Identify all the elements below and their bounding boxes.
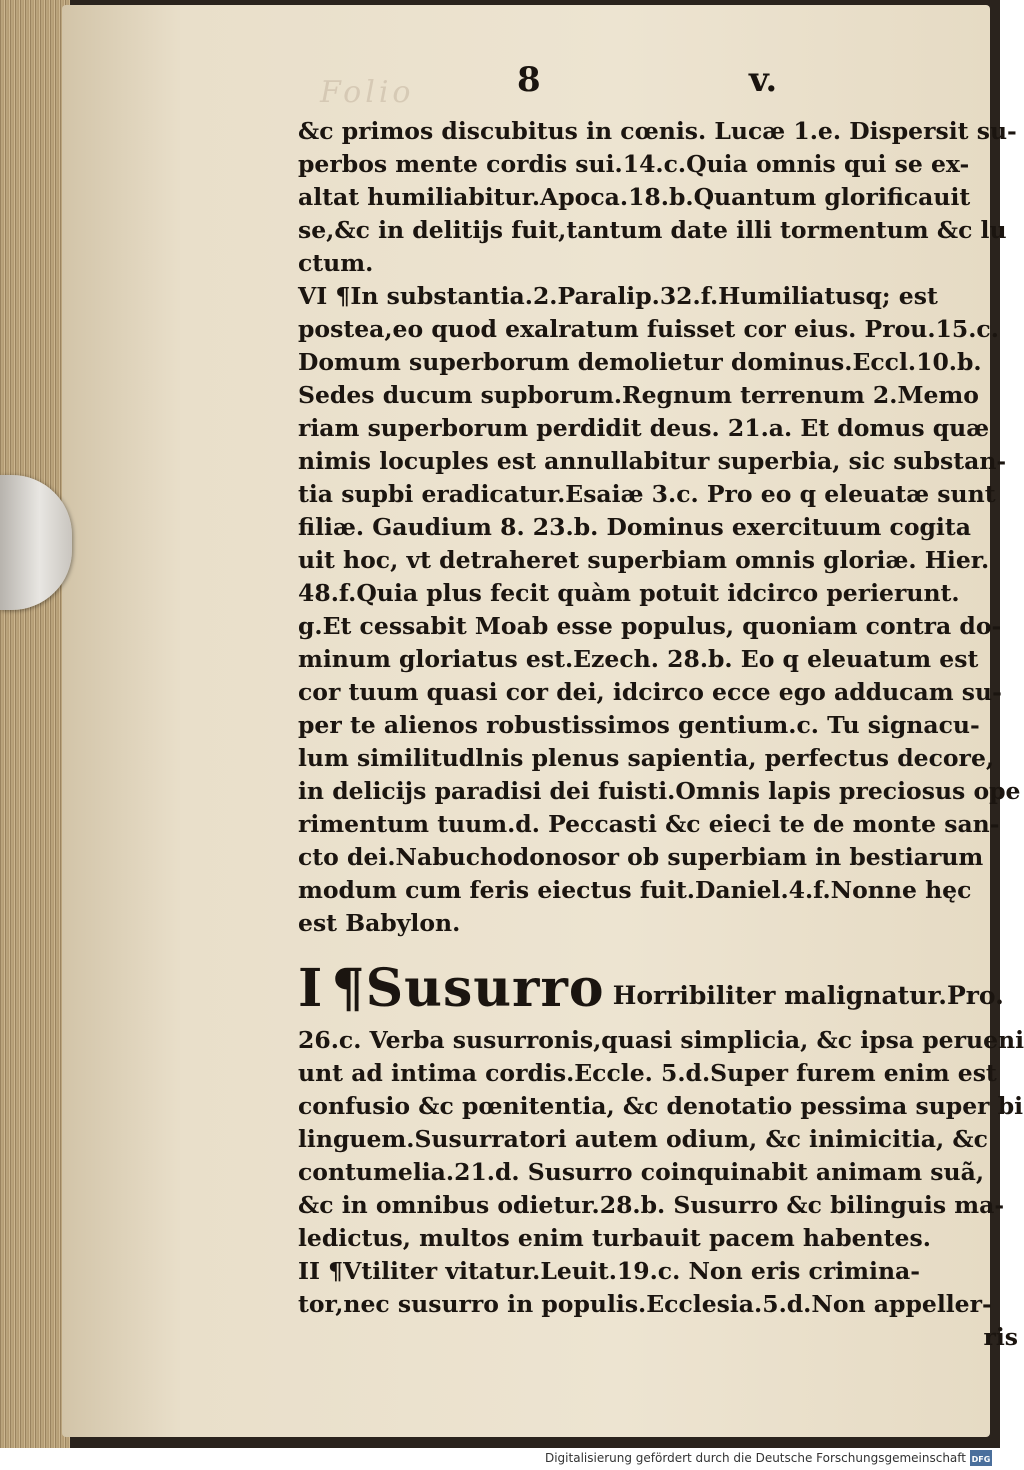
text-line: cto dei.Nabuchodonosor ob superbiam in bestiarum xyxy=(298,843,984,871)
text-line: perbos mente cordis sui.14.c.Quia omnis qui se ex- xyxy=(298,150,970,178)
section-heading xyxy=(298,954,1018,1024)
text-line: tia supbi eradicatur.Esaiæ 3.c. Pro eo q eleuatæ sunt xyxy=(298,480,996,508)
text-line: unt ad intima cordis.Eccle. 5.d.Super furem enim est xyxy=(298,1059,997,1087)
dfg-logo-text: DFG xyxy=(971,1455,991,1464)
text-line: uit hoc, vt detraheret superbiam omnis gloriæ. Hier. xyxy=(298,546,990,574)
dfg-logo-graphic xyxy=(970,1450,992,1466)
text-line: se,&c in delitijs fuit,tantum date illi tormentum &c lu xyxy=(298,216,1007,244)
text-line: riam superborum perdidit deus. 21.a. Et domus quæ xyxy=(298,414,990,442)
text-line: cor tuum quasi cor dei, idcirco ecce ego adducam su- xyxy=(298,678,1002,706)
text-line: ledictus, multos enim turbauit pacem habentes. xyxy=(298,1224,931,1252)
text-line: in delicijs paradisi dei fuisti.Omnis lapis preciosus ope xyxy=(298,777,1021,805)
section-numeral: I xyxy=(298,958,324,1019)
text-line: tor,nec susurro in populis.Ecclesia.5.d.Non appeller- xyxy=(298,1290,992,1318)
text-line: filiæ. Gaudium 8. 23.b. Dominus exercituum cogita xyxy=(298,513,971,541)
signature-mark: v. xyxy=(749,60,778,100)
text-line: Sedes ducum supborum.Regnum terrenum 2.Memo xyxy=(298,381,979,409)
spacer xyxy=(298,940,1018,954)
funding-notice: Digitalisierung gefördert durch die Deutsche Forschungsgemeinschaft xyxy=(544,1451,966,1465)
text-line: &c in omnibus odietur.28.b. Susurro &c bilinguis ma- xyxy=(298,1191,1005,1219)
text-line: est Babylon. xyxy=(298,909,461,937)
text-line: minum gloriatus est.Ezech. 28.b. Eo q eleuatum est xyxy=(298,645,979,673)
page-number: 8 xyxy=(517,60,541,100)
book-edge xyxy=(0,0,70,1448)
body-text xyxy=(298,115,1024,1354)
text-line: ris xyxy=(983,1323,1018,1351)
text-line: altat humiliabitur.Apoca.18.b.Quantum glorificauit xyxy=(298,183,971,211)
section-rubric: ¶Susurro xyxy=(331,958,605,1019)
page-header xyxy=(517,60,817,100)
section-heading-text: Horribiliter malignatur.Pro. xyxy=(612,981,1004,1010)
text-line: nimis locuples est annullabitur superbia, sic substan- xyxy=(298,447,1007,475)
text-line: postea,eo quod exalratum fuisset cor eius. Prou.15.c. xyxy=(298,315,999,343)
text-line: confusio &c pœnitentia, &c denotatio pessima super bi xyxy=(298,1092,1024,1120)
text-line: II ¶Vtiliter vitatur.Leuit.19.c. Non eris crimina- xyxy=(298,1257,921,1285)
text-line: &c primos discubitus in cœnis. Lucæ 1.e. Dispersit su- xyxy=(298,117,1017,145)
text-line: linguem.Susurratori autem odium, &c inimicitia, &c xyxy=(298,1125,988,1153)
text-line: g.Et cessabit Moab esse populus, quoniam contra do- xyxy=(298,612,1002,640)
text-line: ctum. xyxy=(298,249,374,277)
text-line: modum cum feris eiectus fuit.Daniel.4.f.Nonne hęc xyxy=(298,876,972,904)
book-page xyxy=(62,5,1024,1437)
text-line: contumelia.21.d. Susurro coinquinabit animam suã, xyxy=(298,1158,985,1186)
text-line: 26.c. Verba susurronis,quasi simplicia, &c ipsa perueni xyxy=(298,1026,1024,1054)
text-line: lum similitudlnis plenus sapientia, perfectus decore, xyxy=(298,744,995,772)
text-line: per te alienos robustissimos gentium.c. Tu signacu- xyxy=(298,711,980,739)
footer-bar xyxy=(0,1448,1000,1470)
text-line: rimentum tuum.d. Peccasti &c eieci te de monte san- xyxy=(298,810,1000,838)
text-line: 48.f.Quia plus fecit quàm potuit idcirco perierunt. xyxy=(298,579,960,607)
text-line: VI ¶In substantia.2.Paralip.32.f.Humiliatusq; est xyxy=(298,282,938,310)
dfg-logo-icon xyxy=(970,1450,992,1466)
text-line: Domum superborum demolietur dominus.Eccl.10.b. xyxy=(298,348,982,376)
bleed-through-text: Folio xyxy=(320,75,415,110)
